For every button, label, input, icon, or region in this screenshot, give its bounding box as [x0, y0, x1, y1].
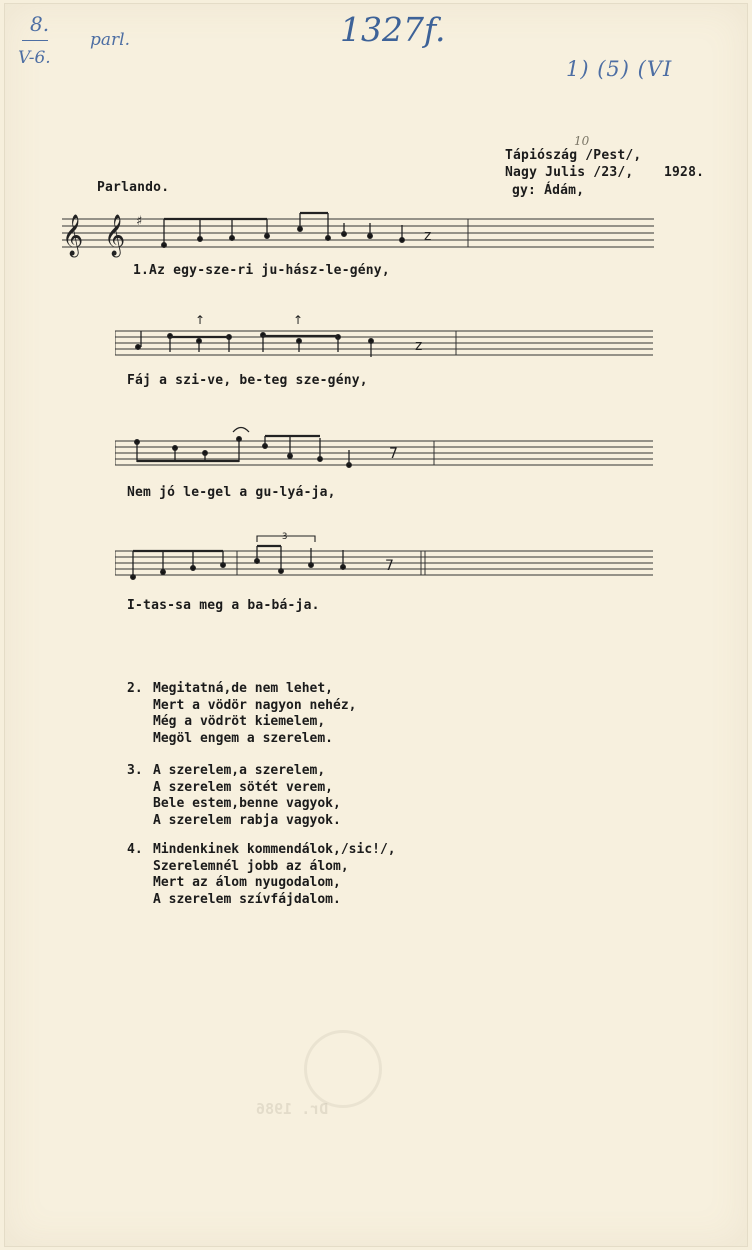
archive-parl-note: parl. [90, 30, 130, 50]
treble-clef-icon: 𝄞 [104, 215, 126, 256]
stanza-4 [127, 842, 547, 912]
sharp-sign-icon: ♯ [136, 214, 143, 229]
lyric-line-4: I-tas-sa meg a ba-bá-ja. [127, 598, 320, 613]
stanza-number: 3. [127, 763, 143, 778]
stanza-line: A szerelem,a szerelem, [153, 763, 326, 778]
accent-arrow-icon: ↑ [195, 313, 206, 327]
archive-catalog-number: 1327f. [340, 10, 446, 49]
source-collector: gy: Ádám, [512, 183, 585, 198]
rest-icon: z [415, 338, 423, 354]
stanza-line: A szerelem sötét verem, [153, 779, 334, 795]
bleed-through-stamp [304, 1030, 382, 1108]
archive-fraction-top: 8. [30, 12, 50, 36]
lyric-line-1: 1.Az egy-sze-ri ju-hász-le-gény, [133, 263, 390, 278]
bleed-through-number: Dr. 1986 [256, 1100, 329, 1118]
rest-icon: 7 [389, 446, 398, 462]
lyric-line-2: Fáj a szi-ve, be-teg sze-gény, [127, 373, 368, 388]
archive-index-mark: 1) (5) (VI [566, 57, 673, 81]
tempo-marking: Parlando. [97, 180, 170, 195]
music-staff-1 [60, 205, 660, 267]
stanza-line: A szerelem szívfájdalom. [153, 891, 341, 907]
stanza-line: Mindenkinek kommendálok,/sic!/, [153, 842, 396, 857]
source-year: 1928. [664, 165, 705, 180]
triplet-mark: 3 [282, 532, 288, 542]
stanza-number: 2. [127, 681, 143, 696]
archive-fraction-bottom: V-6. [18, 48, 51, 68]
stanza-line: Bele estem,benne vagyok, [153, 796, 341, 811]
stanza-line: Mert a vödör nagyon nehéz, [153, 697, 357, 713]
treble-clef-icon: 𝄞 [62, 215, 84, 256]
rest-icon: z [424, 228, 432, 244]
source-place-correction: 10 [574, 134, 590, 148]
stanza-3 [127, 763, 547, 833]
music-staff-3 [115, 420, 660, 480]
music-staff-4 [115, 528, 660, 590]
accent-arrow-icon: ↑ [293, 313, 304, 327]
stanza-2 [127, 681, 547, 751]
source-place: Tápiószág /Pest/, [505, 148, 642, 163]
stanza-number: 4. [127, 842, 143, 857]
fraction-bar [22, 40, 48, 41]
music-staff-2 [115, 310, 660, 365]
stanza-line: Megöl engem a szerelem. [153, 730, 334, 746]
lyric-line-3: Nem jó le-gel a gu-lyá-ja, [127, 485, 336, 500]
stanza-line: Megitatná,de nem lehet, [153, 681, 334, 696]
stanza-line: Mert az álom nyugodalom, [153, 875, 341, 890]
stanza-line: A szerelem rabja vagyok. [153, 812, 341, 828]
rest-icon: 7 [385, 558, 394, 574]
stanza-line: Szerelemnél jobb az álom, [153, 858, 349, 874]
stanza-line: Még a vödröt kiemelem, [153, 714, 326, 729]
fermata-icon [233, 428, 249, 433]
source-singer: Nagy Julis /23/, [505, 165, 634, 180]
